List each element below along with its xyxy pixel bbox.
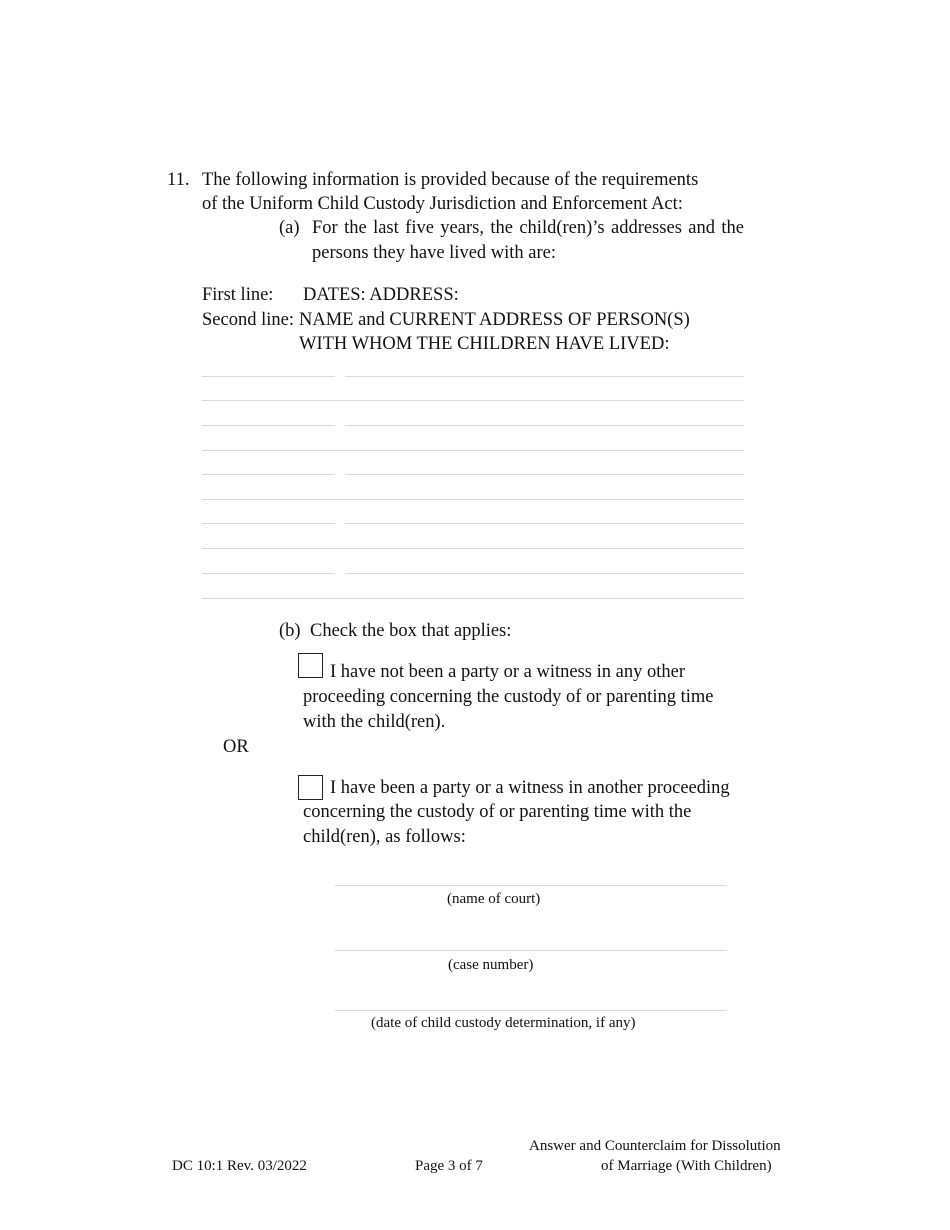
option-1-line-2: proceeding concerning the custody of or parenting time <box>303 687 714 707</box>
part-a-line-2: persons they have lived with are: <box>312 243 557 263</box>
address-line[interactable] <box>345 376 744 377</box>
case-number-label: (case number) <box>448 957 534 973</box>
person-line[interactable] <box>202 499 744 500</box>
option-1-line-3: with the child(ren). <box>303 712 446 732</box>
person-line[interactable] <box>202 548 744 549</box>
intro-line-1: The following information is provided because of the requirements <box>202 170 699 190</box>
person-line[interactable] <box>202 598 744 599</box>
person-line[interactable] <box>202 400 744 401</box>
person-line[interactable] <box>202 450 744 451</box>
legend-second-value: NAME and CURRENT ADDRESS OF PERSON(S) <box>299 310 690 330</box>
footer-page-number: Page 3 of 7 <box>415 1158 483 1174</box>
part-a-label: (a) <box>279 218 300 238</box>
legend-first-value: DATES: ADDRESS: <box>303 285 459 305</box>
part-a-line-1: For the last five years, the child(ren)’s addresses and the <box>312 218 744 238</box>
section-number: 11. <box>167 170 190 190</box>
no-other-proceeding-checkbox[interactable] <box>298 653 323 678</box>
footer-form-id: DC 10:1 Rev. 03/2022 <box>172 1158 307 1174</box>
dates-line[interactable] <box>202 376 335 377</box>
legend-second-label: Second line: <box>202 310 294 330</box>
address-line[interactable] <box>345 425 744 426</box>
dates-line[interactable] <box>202 523 335 524</box>
legend-second-value-2: WITH WHOM THE CHILDREN HAVE LIVED: <box>299 334 670 354</box>
dates-line[interactable] <box>202 425 335 426</box>
part-b-text: Check the box that applies: <box>310 621 512 641</box>
footer-title-line-1: Answer and Counterclaim for Dissolution <box>529 1138 781 1154</box>
or-label: OR <box>223 737 249 757</box>
dates-line[interactable] <box>202 474 335 475</box>
determination-date-label: (date of child custody determination, if any) <box>371 1015 636 1031</box>
intro-line-2: of the Uniform Child Custody Jurisdiction and Enforcement Act: <box>202 194 683 214</box>
other-proceeding-checkbox[interactable] <box>298 775 323 800</box>
address-line[interactable] <box>345 474 744 475</box>
footer-title-line-2: of Marriage (With Children) <box>601 1158 772 1174</box>
option-2-line-3: child(ren), as follows: <box>303 827 466 847</box>
court-name-label: (name of court) <box>447 891 541 907</box>
determination-date-line[interactable] <box>335 1010 727 1011</box>
legend-first-label: First line: <box>202 285 274 305</box>
case-number-line[interactable] <box>335 950 727 951</box>
address-line[interactable] <box>345 573 744 574</box>
dates-line[interactable] <box>202 573 335 574</box>
court-name-line[interactable] <box>335 885 727 886</box>
option-2-line-1: I have been a party or a witness in another proceeding <box>330 778 730 798</box>
option-2-line-2: concerning the custody of or parenting time with the <box>303 802 692 822</box>
part-b-label: (b) <box>279 621 301 641</box>
option-1-line-1: I have not been a party or a witness in any other <box>330 662 685 682</box>
address-line[interactable] <box>345 523 744 524</box>
